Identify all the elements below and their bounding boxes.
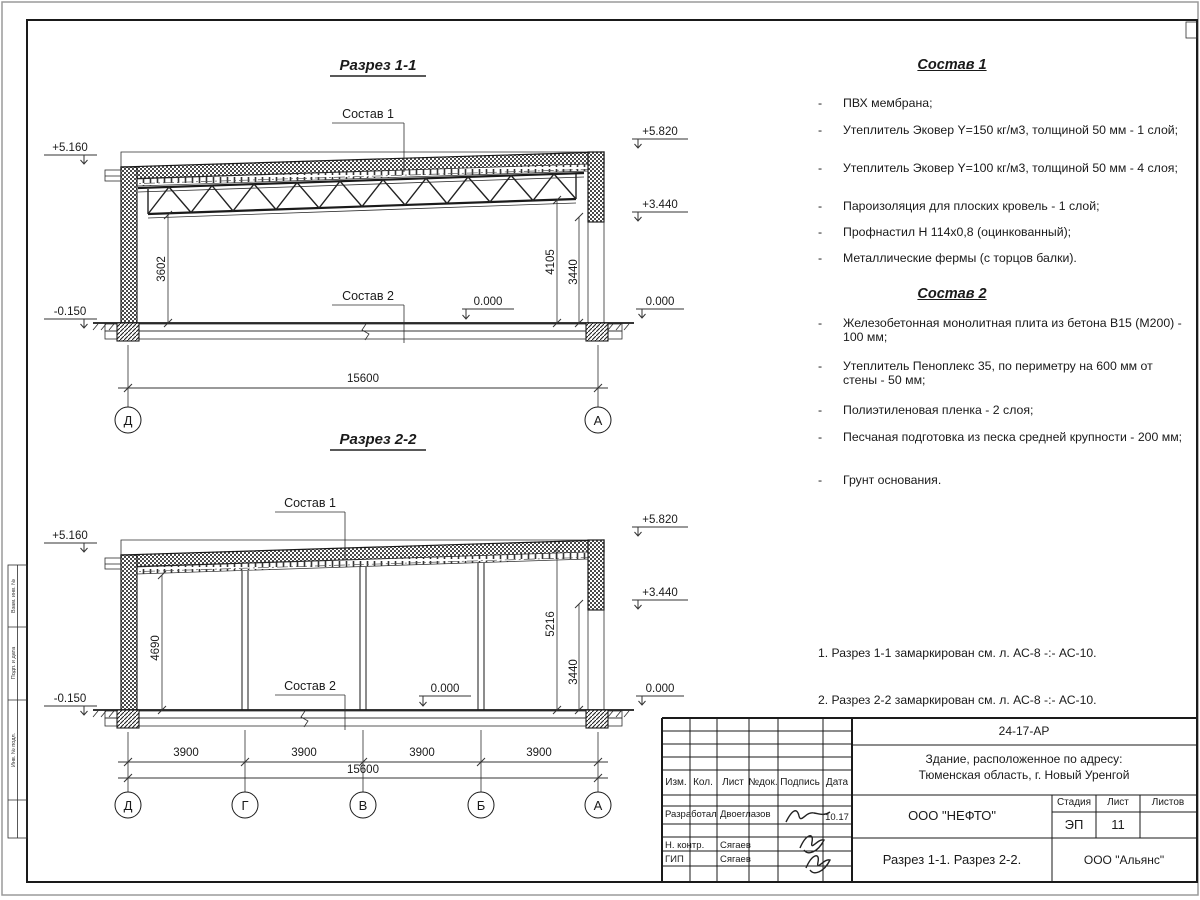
composition-1-callout: Состав 1	[342, 107, 394, 121]
axis-bubbles	[115, 407, 611, 433]
elevation-label: 0.000	[473, 296, 503, 308]
elevation-label: +3.440	[642, 199, 678, 211]
elevation-label: -0.150	[53, 306, 87, 318]
name-gip: Сягаев	[720, 854, 751, 865]
bullet-dash: -	[818, 430, 823, 444]
elevation-label: -0.150	[53, 693, 87, 705]
section-1-1-drawing	[44, 57, 688, 433]
col-header-sign: Подпись	[780, 777, 820, 788]
name-ncontrol: Сягаев	[720, 840, 751, 851]
right-wall-lower	[588, 222, 604, 323]
stage-value: ЭП	[1064, 817, 1084, 832]
contractor-name: ООО "Альянс"	[1083, 853, 1165, 867]
dimension-spans	[118, 730, 608, 792]
axis-label: Д	[123, 413, 133, 428]
bullet-dash: -	[818, 359, 823, 373]
sheet-label: Лист	[1107, 797, 1129, 808]
floor-slab	[93, 323, 634, 341]
col-header-doc: №док.	[748, 777, 778, 788]
section-2-2-drawing	[44, 431, 688, 818]
frame-side-strip	[8, 565, 27, 838]
bullet-dash: -	[818, 123, 823, 137]
elevation-label: +5.160	[52, 530, 88, 542]
bullet-dash: -	[818, 225, 823, 239]
left-wall	[121, 167, 137, 323]
axis-label: Г	[241, 798, 249, 813]
bullet-dash: -	[818, 96, 823, 110]
list-item: - Железобетонная монолитная плита из бетона В15 (М200) - 100 мм;	[818, 316, 1182, 345]
right-wall-upper	[588, 152, 604, 222]
axis-label: А	[593, 798, 603, 813]
composition-2-heading: Состав 2	[917, 286, 987, 302]
side-strip-label: Взам. инв. №	[11, 578, 17, 614]
col-header-kol: Кол.	[693, 777, 713, 788]
drawing-notes	[818, 615, 1198, 724]
sheet-title: Разрез 1-1. Разрез 2-2.	[882, 852, 1022, 867]
elevation-label: +5.820	[642, 514, 678, 526]
elevation-label: +5.160	[52, 142, 88, 154]
role-ncontrol: Н. контр.	[665, 840, 705, 851]
composition-2-callout: Состав 2	[342, 289, 394, 303]
dimension-15600	[118, 345, 608, 407]
section-title: Разрез 2-2	[339, 431, 417, 448]
dimension-4105	[545, 196, 561, 327]
corner-stamp-box	[1186, 22, 1197, 38]
dimension-label: 3440	[568, 259, 580, 285]
elevation-label: 0.000	[645, 296, 675, 308]
sheets-label: Листов	[1151, 797, 1185, 808]
list-item: - Пароизоляция для плоских кровель - 1 слой;	[818, 199, 1100, 213]
name-developed: Двоеглазов	[720, 809, 771, 820]
list-item: - Полиэтиленовая пленка - 2 слоя;	[818, 403, 1034, 417]
company-name: ООО "НЕФТО"	[908, 808, 996, 823]
elevation-label: 0.000	[645, 683, 675, 695]
dimension-label: 4105	[545, 249, 557, 275]
dimension-3440	[568, 213, 583, 327]
axis-bubbles	[115, 792, 611, 818]
dimension-label: 15600	[347, 764, 379, 776]
list-item: - Утеплитель Эковер Y=150 кг/м3, толщиной 50 мм - 1 слой;	[818, 123, 1179, 137]
wall-bracket	[105, 170, 121, 181]
project-name-line2: Тюменская область, г. Новый Уренгой	[918, 768, 1130, 782]
dimension-label: 4690	[150, 635, 162, 661]
bullet-dash: -	[818, 161, 823, 175]
axis-label: В	[358, 798, 368, 813]
side-strip-label: Подп. и дата	[11, 646, 17, 680]
dimension-label: 3602	[156, 256, 168, 282]
col-header-date: Дата	[825, 777, 849, 788]
dimension-4690	[150, 571, 166, 714]
side-strip-label: Инв. № подл.	[11, 732, 17, 768]
project-name-line1: Здание, расположенное по адресу:	[925, 752, 1123, 766]
list-item: - Грунт основания.	[818, 473, 942, 487]
list-item: - Утеплитель Пеноплекс 35, по периметру на 600 мм от стены - 50 мм;	[818, 359, 1153, 388]
list-item: - Утеплитель Эковер Y=100 кг/м3, толщиной 50 мм - 4 слоя;	[818, 161, 1178, 175]
list-item: - Профнастил Н 114х0,8 (оцинкованный);	[818, 225, 1072, 239]
dimension-label: 3440	[568, 659, 580, 685]
right-wall-upper	[588, 540, 604, 610]
stage-label: Стадия	[1056, 797, 1092, 808]
list-item: - Металлические фермы (с торцов балки).	[818, 251, 1077, 265]
date-developed: 10.17	[825, 812, 849, 823]
bullet-dash: -	[818, 251, 823, 265]
wall-bracket	[105, 558, 121, 569]
bullet-dash: -	[818, 403, 823, 417]
dimension-label: 15600	[347, 373, 379, 385]
dimension-3602	[156, 211, 172, 327]
dimension-label: 3900	[291, 747, 317, 759]
sheet-value: 11	[1111, 817, 1125, 832]
document-number: 24-17-АР	[998, 724, 1050, 738]
left-wall	[121, 555, 137, 710]
right-wall-lower	[588, 610, 604, 710]
col-header-izm: Изм.	[665, 777, 687, 788]
axis-label: А	[593, 413, 603, 428]
elevation-label: +3.440	[642, 587, 678, 599]
note-line: 2. Разрез 2-2 замаркирован см. л. АС-8 -:- АС-10.	[818, 693, 1097, 708]
dimension-label: 3900	[173, 747, 199, 759]
axis-label: Д	[123, 798, 133, 813]
list-item: - ПВХ мембрана;	[818, 96, 933, 110]
axis-label: Б	[476, 798, 486, 813]
elevation-label: 0.000	[430, 683, 460, 695]
section-title: Разрез 1-1	[339, 57, 417, 74]
composition-2-callout: Состав 2	[284, 679, 336, 693]
role-developed: Разработал	[665, 809, 717, 820]
dimension-5216	[545, 545, 561, 714]
role-gip: ГИП	[665, 854, 684, 865]
dimension-label: 5216	[545, 611, 557, 637]
composition-1-heading: Состав 1	[917, 57, 987, 73]
bullet-dash: -	[818, 199, 823, 213]
bullet-dash: -	[818, 316, 823, 330]
dimension-3440	[568, 600, 583, 714]
floor-slab	[93, 710, 634, 728]
list-item: - Песчаная подготовка из песка средней крупности - 200 мм;	[818, 430, 1183, 444]
dimension-label: 3900	[409, 747, 435, 759]
note-line: 1. Разрез 1-1 замаркирован см. л. АС-8 -:- АС-10.	[818, 646, 1097, 661]
composition-1-callout: Состав 1	[284, 496, 336, 510]
col-header-list: Лист	[722, 777, 744, 788]
dimension-label: 3900	[526, 747, 552, 759]
bullet-dash: -	[818, 473, 823, 487]
elevation-label: +5.820	[642, 126, 678, 138]
